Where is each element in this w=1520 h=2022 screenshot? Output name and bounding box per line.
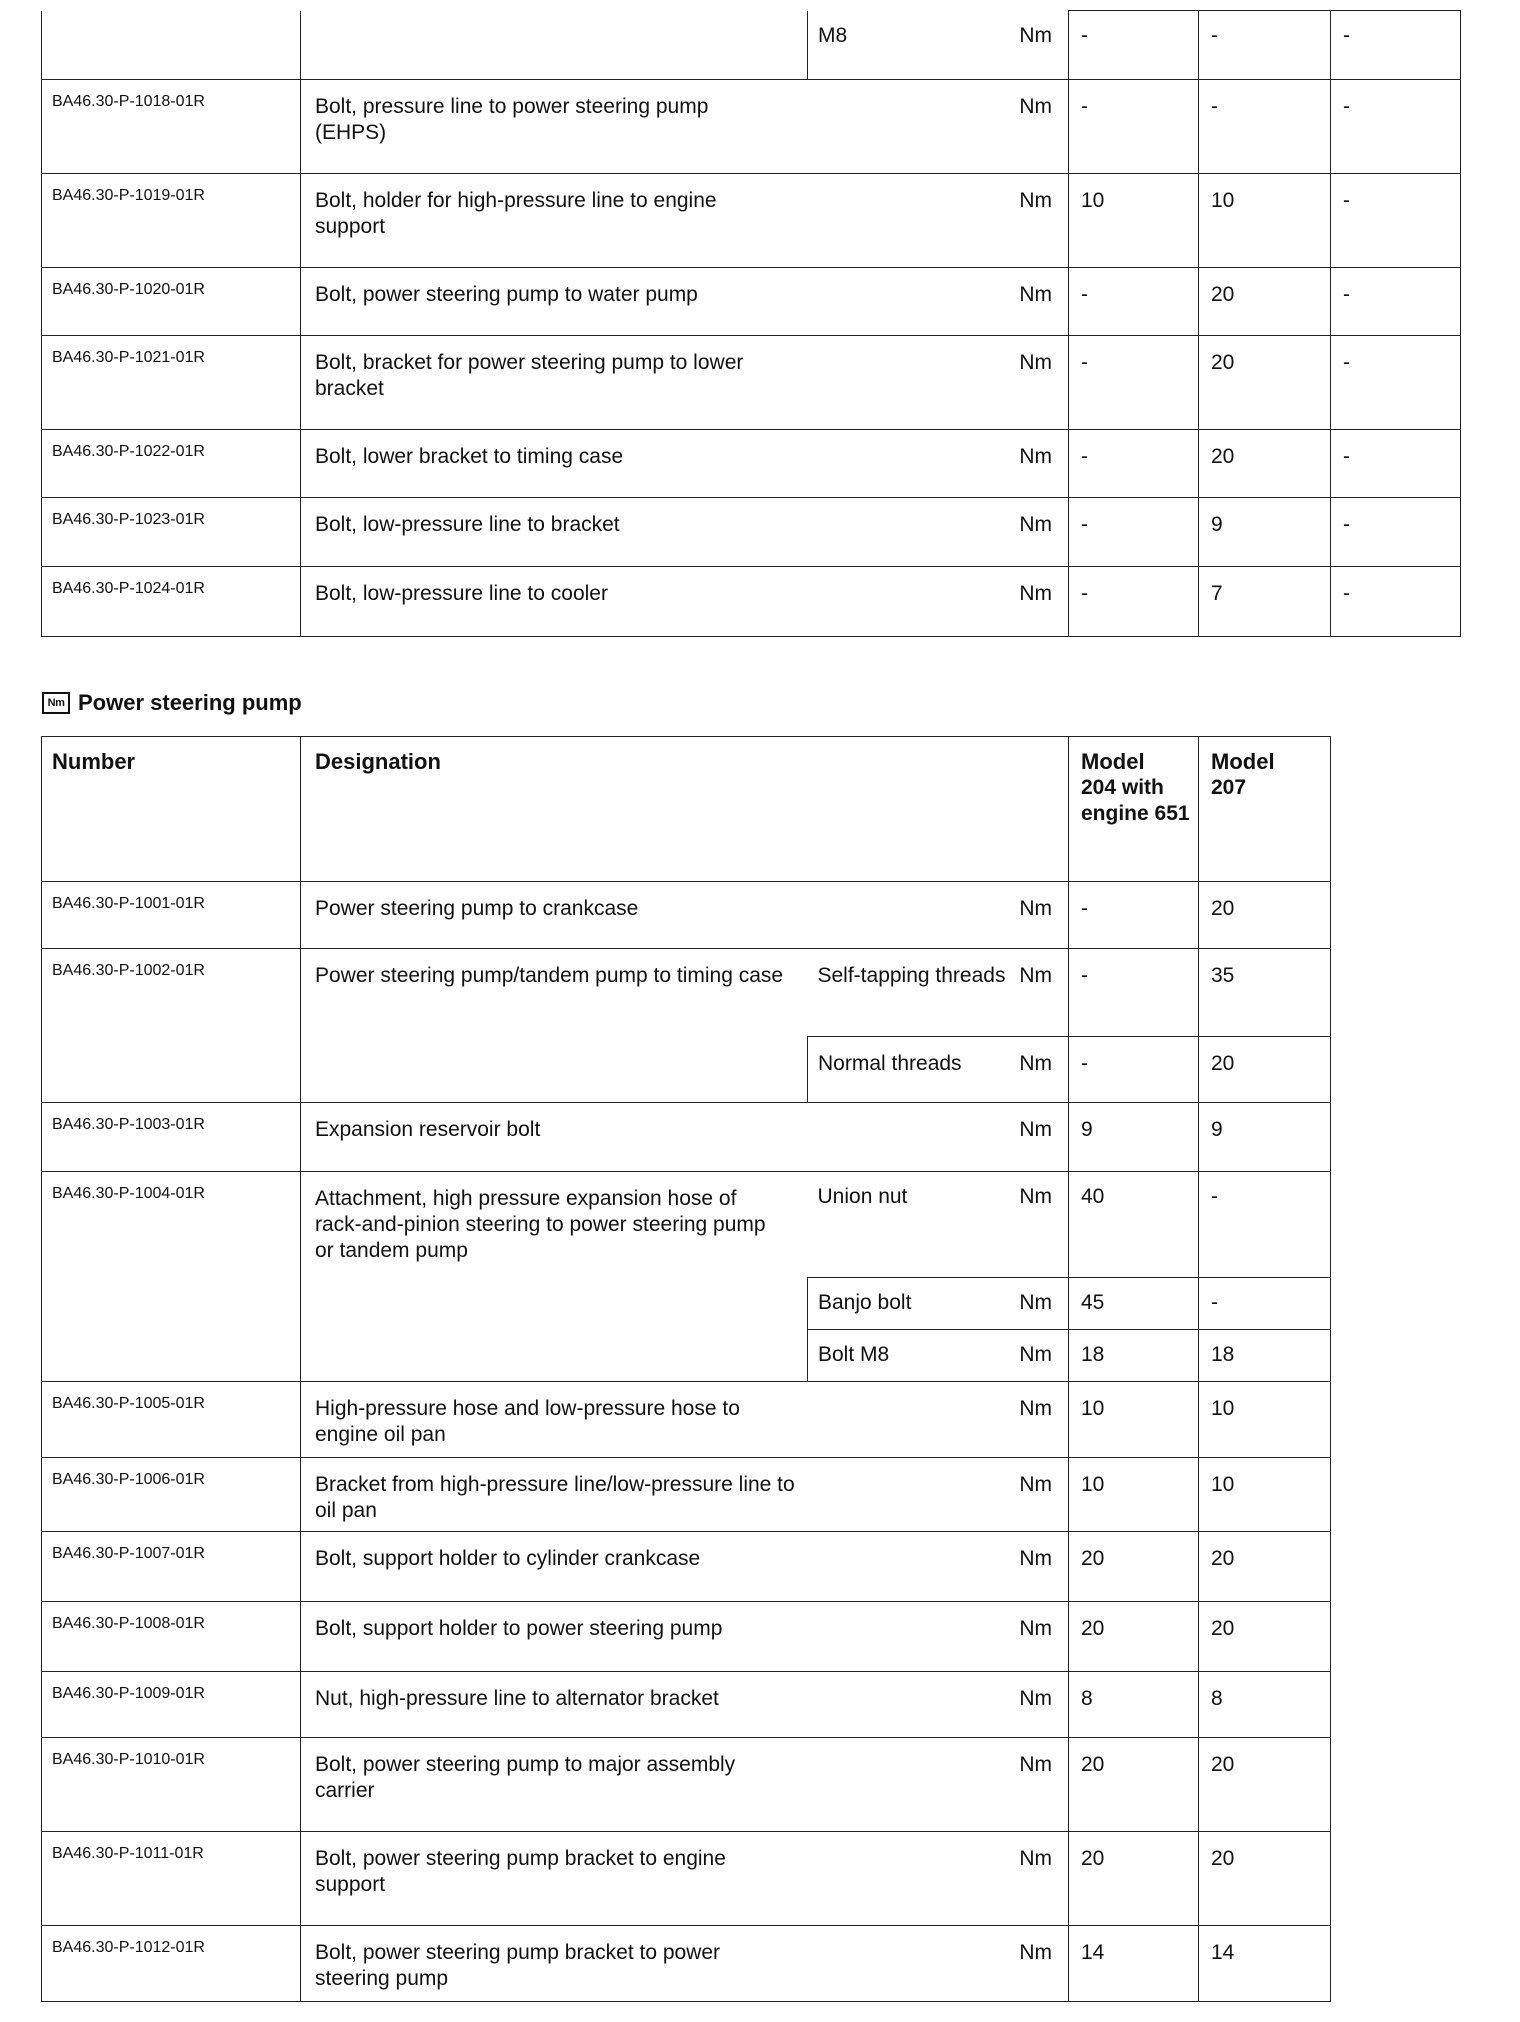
value-cell: -: [1331, 336, 1461, 430]
header-model-2-label: Model: [1211, 749, 1275, 774]
designation-text: Expansion reservoir bolt: [315, 1118, 541, 1141]
unit-label: Nm: [1019, 1547, 1052, 1570]
table-row: [42, 430, 1461, 498]
part-number: BA46.30-P-1006-01R: [42, 1458, 301, 1532]
value-cell: -: [1069, 336, 1199, 430]
designation-cell: [301, 1532, 1069, 1602]
table-row: [42, 949, 1331, 1037]
table-row: [42, 882, 1331, 949]
number-cell-empty: [42, 11, 301, 80]
value-cell: 20: [1069, 1602, 1199, 1672]
designation-text: Bolt, bracket for power steering pump to lower bracket: [315, 351, 744, 400]
part-number: BA46.30-P-1023-01R: [42, 498, 301, 567]
value-cell: 14: [1069, 1926, 1199, 2002]
designation-text: Bolt, power steering pump to water pump: [315, 283, 698, 306]
value-cell: 10: [1199, 1382, 1331, 1458]
table-row: [42, 498, 1461, 567]
unit-label: Nm: [1019, 897, 1052, 920]
subvariant-cell: [808, 11, 1069, 80]
subvariant-label: Union nut: [817, 1185, 908, 1208]
part-number: BA46.30-P-1012-01R: [42, 1926, 301, 2002]
part-number: BA46.30-P-1009-01R: [42, 1672, 301, 1738]
value-cell: 10: [1199, 1458, 1331, 1532]
value-cell: -: [1069, 498, 1199, 567]
value-cell: 20: [1069, 1532, 1199, 1602]
designation-text: Bolt, power steering pump bracket to power steering pump: [315, 1941, 721, 1990]
unit-label: Nm: [1019, 1847, 1052, 1870]
section-title: [42, 688, 302, 718]
header-model-2: [1199, 737, 1331, 882]
subvariant-cell: [808, 1172, 1069, 1278]
part-number: BA46.30-P-1007-01R: [42, 1532, 301, 1602]
designation-cell: [301, 1738, 1069, 1832]
designation-cell: [301, 1103, 1069, 1172]
value-cell: -: [1199, 80, 1331, 174]
designation-cell: [301, 268, 1069, 336]
unit-label: Nm: [1019, 1397, 1052, 1420]
value-cell: -: [1069, 430, 1199, 498]
subvariant-label: Banjo bolt: [818, 1291, 912, 1314]
unit-label: Nm: [1019, 1753, 1052, 1776]
part-number: BA46.30-P-1002-01R: [42, 949, 301, 1103]
value-cell: 20: [1199, 1602, 1331, 1672]
designation-cell: [301, 80, 1069, 174]
designation-text: Bolt, holder for high-pressure line to engine support: [315, 189, 717, 238]
value-cell: -: [1069, 882, 1199, 949]
value-cell: 20: [1069, 1738, 1199, 1832]
designation-text: Bolt, pressure line to power steering pump (EHPS): [315, 95, 709, 144]
value-cell: 7: [1199, 567, 1331, 637]
subvariant-cell: [808, 949, 1069, 1037]
designation-text: Power steering pump/tandem pump to timing case: [301, 949, 808, 1103]
unit-label: Nm: [1019, 1052, 1052, 1075]
value-cell: -: [1331, 11, 1461, 80]
designation-cell: [301, 174, 1069, 268]
subvariant-cell: [808, 1278, 1069, 1330]
value-cell: 9: [1199, 498, 1331, 567]
part-number: BA46.30-P-1021-01R: [42, 336, 301, 430]
value-cell: 14: [1199, 1926, 1331, 2002]
table-row: [42, 567, 1461, 637]
unit-label: Nm: [1019, 189, 1052, 212]
designation-cell: [301, 430, 1069, 498]
value-cell: 8: [1199, 1672, 1331, 1738]
designation-text: Attachment, high pressure expansion hose of rack-and-pinion steering to power steering pump or tandem pump: [301, 1172, 808, 1382]
value-cell: 9: [1069, 1103, 1199, 1172]
designation-cell: [301, 882, 1069, 949]
subvariant-cell: [808, 1037, 1069, 1103]
value-cell: 35: [1199, 949, 1331, 1037]
designation-text: Bolt, support holder to power steering pump: [315, 1617, 723, 1640]
value-cell: 20: [1199, 1037, 1331, 1103]
value-cell: 20: [1199, 1532, 1331, 1602]
designation-cell: [301, 336, 1069, 430]
unit-label: Nm: [1019, 95, 1052, 118]
unit-label: Nm: [1019, 582, 1052, 605]
value-cell: -: [1069, 567, 1199, 637]
subvariant-label: Bolt M8: [818, 1343, 890, 1366]
designation-text: Bolt, low-pressure line to cooler: [315, 582, 608, 605]
unit-label: Nm: [1019, 1687, 1052, 1710]
table-row: [42, 1672, 1331, 1738]
table-row: [42, 11, 1461, 80]
unit-label: Nm: [1019, 351, 1052, 374]
table-row: [42, 336, 1461, 430]
value-cell: -: [1331, 430, 1461, 498]
designation-text: Power steering pump to crankcase: [315, 897, 639, 920]
part-number: BA46.30-P-1010-01R: [42, 1738, 301, 1832]
part-number: BA46.30-P-1020-01R: [42, 268, 301, 336]
value-cell: 20: [1199, 1738, 1331, 1832]
value-cell: -: [1331, 567, 1461, 637]
value-cell: -: [1199, 11, 1331, 80]
part-number: BA46.30-P-1003-01R: [42, 1103, 301, 1172]
value-cell: 9: [1199, 1103, 1331, 1172]
unit-label: Nm: [1019, 1118, 1052, 1141]
value-cell: 20: [1069, 1832, 1199, 1926]
part-number: BA46.30-P-1005-01R: [42, 1382, 301, 1458]
unit-label: Nm: [1019, 1941, 1052, 1964]
header-designation: Designation: [301, 737, 1069, 882]
designation-text: Bolt, power steering pump to major assembly carrier: [315, 1753, 736, 1802]
header-model-1: [1069, 737, 1199, 882]
designation-text: Bracket from high-pressure line/low-pressure line to oil pan: [315, 1473, 795, 1522]
value-cell: -: [1069, 949, 1199, 1037]
designation-cell: [301, 1926, 1069, 2002]
value-cell: -: [1331, 268, 1461, 336]
table-row: [42, 1458, 1331, 1532]
header-model-2-detail: 207: [1211, 776, 1247, 799]
value-cell: -: [1069, 11, 1199, 80]
unit-label: Nm: [1019, 283, 1052, 306]
part-number: BA46.30-P-1019-01R: [42, 174, 301, 268]
subvariant-cell: [808, 1330, 1069, 1382]
table-row: [42, 1172, 1331, 1278]
value-cell: 40: [1069, 1172, 1199, 1278]
unit-label: Nm: [1019, 513, 1052, 536]
designation-cell: [301, 1382, 1069, 1458]
unit-label: Nm: [1019, 1291, 1052, 1314]
header-model-1-label: Model: [1081, 749, 1145, 774]
part-number: BA46.30-P-1018-01R: [42, 80, 301, 174]
part-number: BA46.30-P-1004-01R: [42, 1172, 301, 1382]
designation-text: Bolt, support holder to cylinder crankcase: [315, 1547, 701, 1570]
value-cell: 20: [1199, 1832, 1331, 1926]
unit-label: Nm: [1019, 23, 1052, 47]
power-steering-pump-table: [41, 736, 1331, 2002]
value-cell: -: [1331, 498, 1461, 567]
unit-label: Nm: [1019, 964, 1052, 987]
value-cell: -: [1331, 174, 1461, 268]
value-cell: -: [1069, 268, 1199, 336]
value-cell: 10: [1069, 174, 1199, 268]
designation-cell-empty: [301, 11, 808, 80]
designation-cell: [301, 1458, 1069, 1532]
designation-cell: [301, 567, 1069, 637]
table-row: [42, 1738, 1331, 1832]
top-torque-table: [41, 10, 1461, 637]
designation-cell: [301, 1832, 1069, 1926]
subvariant-label: Self-tapping threads: [817, 964, 1006, 987]
table-row: [42, 1382, 1331, 1458]
table-row: [42, 1103, 1331, 1172]
table-row: [42, 268, 1461, 336]
value-cell: 10: [1069, 1382, 1199, 1458]
table-row: [42, 1602, 1331, 1672]
designation-text: High-pressure hose and low-pressure hose to engine oil pan: [315, 1397, 740, 1446]
unit-label: Nm: [1019, 1473, 1052, 1496]
designation-cell: [301, 1602, 1069, 1672]
part-number: BA46.30-P-1001-01R: [42, 882, 301, 949]
value-cell: 45: [1069, 1278, 1199, 1330]
part-number: BA46.30-P-1008-01R: [42, 1602, 301, 1672]
value-cell: 8: [1069, 1672, 1199, 1738]
designation-cell: [301, 1672, 1069, 1738]
value-cell: 20: [1199, 268, 1331, 336]
table-row: [42, 174, 1461, 268]
unit-label: Nm: [1019, 1343, 1052, 1366]
part-number: BA46.30-P-1024-01R: [42, 567, 301, 637]
value-cell: -: [1069, 80, 1199, 174]
value-cell: 20: [1199, 430, 1331, 498]
unit-label: Nm: [1019, 1185, 1052, 1208]
header-model-1-detail: 204 with engine 651: [1081, 776, 1190, 825]
designation-text: Bolt, low-pressure line to bracket: [315, 513, 620, 536]
value-cell: -: [1199, 1278, 1331, 1330]
designation-cell: [301, 498, 1069, 567]
value-cell: 18: [1199, 1330, 1331, 1382]
subvariant-label: M8: [818, 23, 848, 47]
table-row: [42, 1926, 1331, 2002]
table-row: [42, 1532, 1331, 1602]
value-cell: 10: [1069, 1458, 1199, 1532]
table-header-row: [42, 737, 1331, 882]
value-cell: -: [1331, 80, 1461, 174]
value-cell: -: [1069, 1037, 1199, 1103]
value-cell: 10: [1199, 174, 1331, 268]
designation-text: Bolt, lower bracket to timing case: [315, 445, 624, 468]
value-cell: -: [1199, 1172, 1331, 1278]
value-cell: 18: [1069, 1330, 1199, 1382]
part-number: BA46.30-P-1011-01R: [42, 1832, 301, 1926]
designation-text: Nut, high-pressure line to alternator bracket: [315, 1687, 719, 1710]
section-title-text: Power steering pump: [78, 690, 302, 715]
table-row: [42, 80, 1461, 174]
part-number: BA46.30-P-1022-01R: [42, 430, 301, 498]
unit-label: Nm: [1019, 445, 1052, 468]
torque-nm-icon: Nm: [42, 692, 70, 714]
subvariant-label: Normal threads: [818, 1052, 962, 1075]
value-cell: 20: [1199, 882, 1331, 949]
unit-label: Nm: [1019, 1617, 1052, 1640]
header-number: Number: [42, 737, 301, 882]
table-row: [42, 1832, 1331, 1926]
designation-text: Bolt, power steering pump bracket to engine support: [315, 1847, 726, 1896]
value-cell: 20: [1199, 336, 1331, 430]
